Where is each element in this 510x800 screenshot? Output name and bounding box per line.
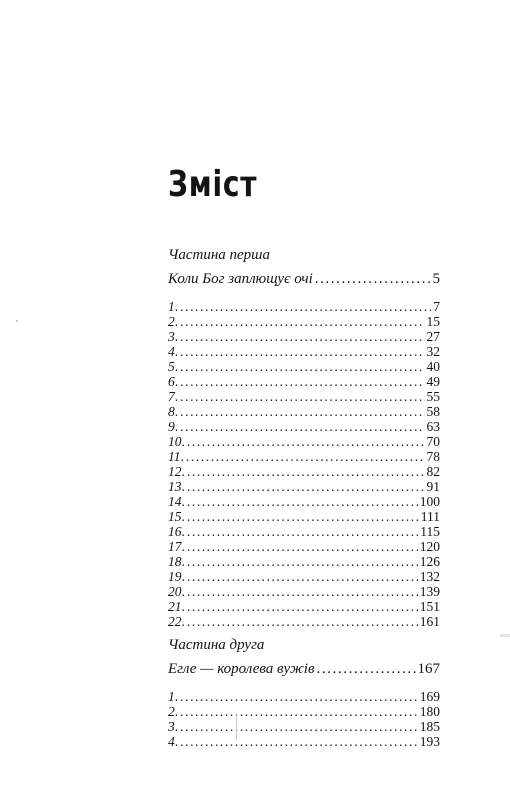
page-title: Зміст bbox=[168, 164, 258, 205]
chapter-number: 3 bbox=[168, 719, 175, 734]
chapter-number: 2 bbox=[168, 704, 175, 719]
chapter-number: 5 bbox=[168, 359, 175, 374]
chapter-number: 14 bbox=[168, 494, 182, 509]
chapter-number: 19 bbox=[168, 569, 182, 584]
page-number: 161 bbox=[419, 614, 440, 629]
part-title: Егле — королева вужів bbox=[168, 661, 315, 677]
toc-part-2 bbox=[168, 635, 440, 749]
page-number: 32 bbox=[426, 344, 440, 359]
page-number: 180 bbox=[419, 704, 440, 719]
chapter-number: 4 bbox=[168, 734, 175, 749]
page-number: 115 bbox=[420, 524, 440, 539]
dot-leader bbox=[186, 449, 425, 464]
toc-entry: 18 . ..... 126 bbox=[168, 554, 440, 569]
chapter-number: 2 bbox=[168, 314, 175, 329]
page-number: 100 bbox=[419, 494, 440, 509]
dot-leader bbox=[187, 569, 418, 584]
page-number: 5 bbox=[432, 271, 440, 287]
page-number: 82 bbox=[426, 464, 440, 479]
page-number: 151 bbox=[419, 599, 440, 614]
page-number: 49 bbox=[426, 374, 440, 389]
chapter-number: 1 bbox=[168, 689, 175, 704]
chapter-number: 20 bbox=[168, 584, 182, 599]
page-number: 91 bbox=[426, 479, 440, 494]
dot-leader bbox=[180, 374, 424, 389]
dot-leader bbox=[187, 539, 418, 554]
dot-leader bbox=[187, 584, 418, 599]
dot-leader bbox=[187, 434, 425, 449]
chapter-number: 17 bbox=[168, 539, 182, 554]
dot-leader bbox=[180, 329, 424, 344]
dot-leader bbox=[187, 554, 418, 569]
chapter-number: 16 bbox=[168, 524, 182, 539]
toc-entry: 2 . ..... 15 bbox=[168, 314, 440, 329]
chapter-number: 22 bbox=[168, 614, 182, 629]
dot-leader bbox=[187, 494, 418, 509]
toc-entry: 17 . ..... 120 bbox=[168, 539, 440, 554]
dot-leader bbox=[315, 269, 431, 289]
part-label: Частина перша bbox=[168, 247, 270, 263]
dot-leader bbox=[180, 419, 424, 434]
dot-leader bbox=[180, 404, 424, 419]
toc-entry: 3 . ..... 185 bbox=[168, 719, 440, 734]
toc-entry: 22 . ..... 161 bbox=[168, 614, 440, 629]
chapter-number: 21 bbox=[168, 599, 182, 614]
toc-entry: 10 . ..... 70 bbox=[168, 434, 440, 449]
dot-leader bbox=[316, 659, 415, 679]
page-number: 58 bbox=[426, 404, 440, 419]
page-number: 111 bbox=[420, 509, 440, 524]
chapter-number: 3 bbox=[168, 329, 175, 344]
chapter-number: 10 bbox=[168, 434, 182, 449]
dot-leader bbox=[187, 599, 418, 614]
chapter-number: 4 bbox=[168, 344, 175, 359]
toc-part-1 bbox=[168, 245, 440, 629]
toc-entry: 2 . ..... 180 bbox=[168, 704, 440, 719]
toc-entry: 6 . ..... 49 bbox=[168, 374, 440, 389]
dot-leader bbox=[180, 389, 424, 404]
dot-leader bbox=[180, 314, 424, 329]
toc-entry: 3 . ..... 27 bbox=[168, 329, 440, 344]
toc-entry: 8 . ..... 58 bbox=[168, 404, 440, 419]
chapter-number: 18 bbox=[168, 554, 182, 569]
page-number: 55 bbox=[426, 389, 440, 404]
dot-leader bbox=[180, 359, 424, 374]
dot-leader bbox=[187, 464, 425, 479]
dot-leader bbox=[187, 524, 418, 539]
part-label: Частина друга bbox=[168, 637, 265, 653]
page-number: 27 bbox=[426, 329, 440, 344]
page-number: 7 bbox=[433, 299, 440, 314]
page-number: 169 bbox=[419, 689, 440, 704]
page-number: 120 bbox=[419, 539, 440, 554]
scan-smudge bbox=[500, 634, 510, 637]
toc-entry: 16 . ..... 115 bbox=[168, 524, 440, 539]
toc-entry: 1 . ..... 169 bbox=[168, 689, 440, 704]
toc-entry: 7 . ..... 55 bbox=[168, 389, 440, 404]
toc-entry: 4 . ..... 193 bbox=[168, 734, 440, 749]
chapter-number: 1 bbox=[168, 299, 175, 314]
toc-entry: 14 . ..... 100 bbox=[168, 494, 440, 509]
toc-entry: 19 . ..... 132 bbox=[168, 569, 440, 584]
chapter-number: 15 bbox=[168, 509, 182, 524]
toc-entry: 13 . ..... 91 bbox=[168, 479, 440, 494]
page-number: 63 bbox=[426, 419, 440, 434]
page-number: 139 bbox=[419, 584, 440, 599]
part-title-entry bbox=[168, 269, 440, 289]
toc-entry: 5 . ..... 40 bbox=[168, 359, 440, 374]
dot-leader bbox=[187, 509, 419, 524]
dot-leader bbox=[180, 299, 431, 314]
page-number: 70 bbox=[426, 434, 440, 449]
page-number: 126 bbox=[419, 554, 440, 569]
toc-entry: 15 . ..... 111 bbox=[168, 509, 440, 524]
page-number: 185 bbox=[419, 719, 440, 734]
scan-speck bbox=[16, 320, 18, 322]
chapter-number: 6 bbox=[168, 374, 175, 389]
part-title-entry bbox=[168, 659, 440, 679]
chapter-number: 7 bbox=[168, 389, 175, 404]
chapter-number: 11 bbox=[168, 449, 181, 464]
dot-leader bbox=[180, 719, 418, 734]
page-number: 132 bbox=[419, 569, 440, 584]
chapter-number: 8 bbox=[168, 404, 175, 419]
chapter-number: 13 bbox=[168, 479, 182, 494]
page-number: 15 bbox=[426, 314, 440, 329]
dot-leader bbox=[180, 704, 418, 719]
page-number: 78 bbox=[426, 449, 440, 464]
toc-entry: 1 . ..... 7 bbox=[168, 299, 440, 314]
dot-leader bbox=[187, 479, 425, 494]
page-number: 167 bbox=[417, 661, 440, 677]
toc-entry: 12 . ..... 82 bbox=[168, 464, 440, 479]
dot-leader bbox=[180, 689, 418, 704]
part-title: Коли Бог заплющує очі bbox=[168, 271, 313, 287]
page-number: 40 bbox=[426, 359, 440, 374]
page-number: 193 bbox=[419, 734, 440, 749]
toc-entry: 9 . ..... 63 bbox=[168, 419, 440, 434]
toc-entry: 21 . ..... 151 bbox=[168, 599, 440, 614]
scan-line bbox=[236, 715, 237, 740]
toc-entry: 20 . ..... 139 bbox=[168, 584, 440, 599]
chapter-number: 9 bbox=[168, 419, 175, 434]
dot-leader bbox=[180, 344, 424, 359]
dot-leader bbox=[180, 734, 418, 749]
chapter-number: 12 bbox=[168, 464, 182, 479]
toc-entry: 4 . ..... 32 bbox=[168, 344, 440, 359]
toc-entry: 11 . ..... 78 bbox=[168, 449, 440, 464]
dot-leader bbox=[187, 614, 418, 629]
